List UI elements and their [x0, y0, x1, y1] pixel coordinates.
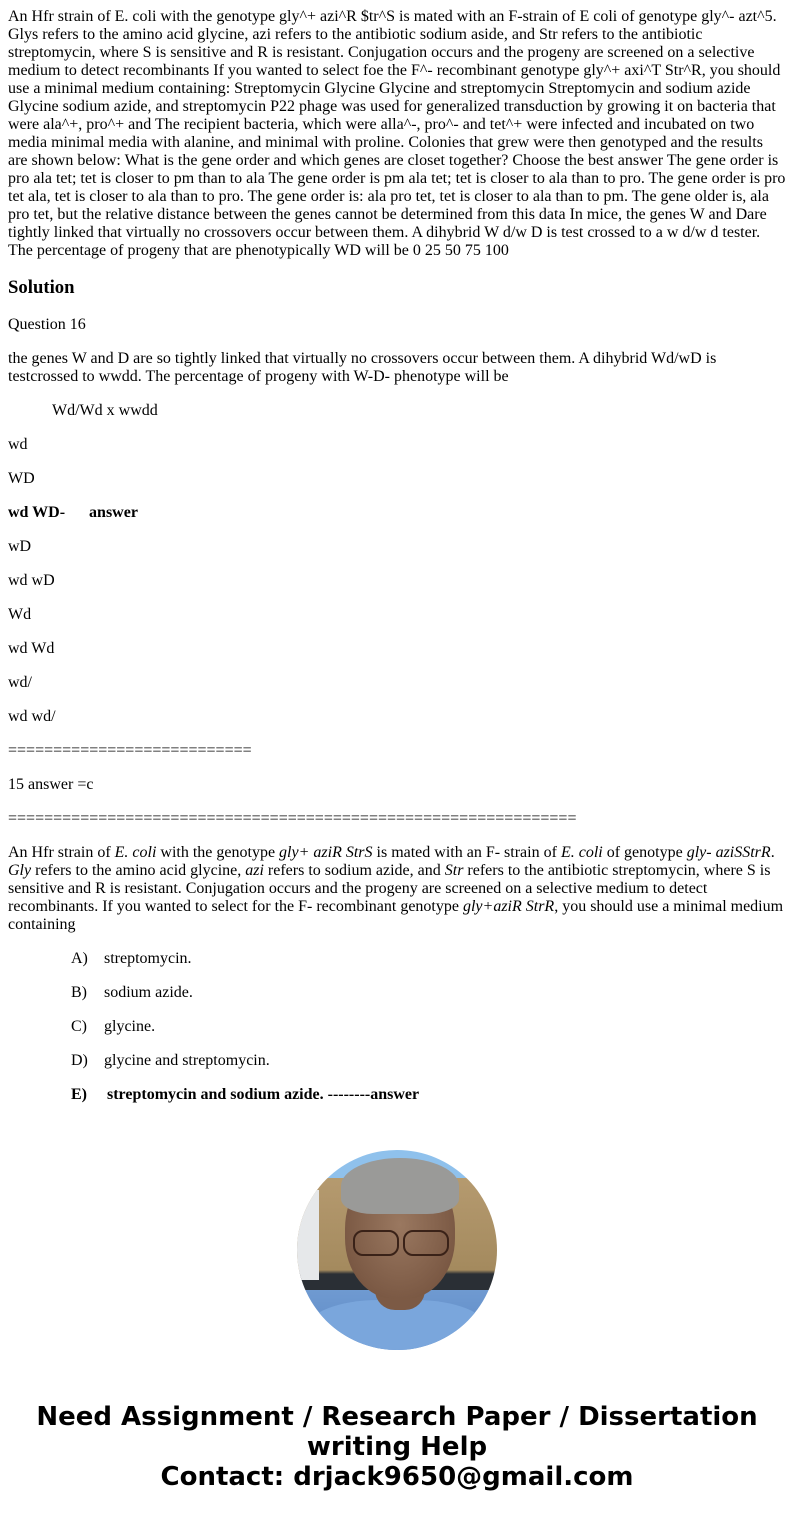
text-run: An Hfr strain of — [8, 844, 115, 861]
text-run: of genotype — [602, 844, 687, 861]
question-text: An Hfr strain of E. coli with the genotype gly^+ azi^R $tr^S is mated with an F-strain of E coli of genotype gly^- azt^5. Glys refers to the amino acid glycine, azi refers to the antibiotic sodium aside, and Str refers to the antibiotic streptomycin, where S is sensitive and R is resistant. Conjugation occurs and the progeny are screened on a selective medium to detect recombinants If you wanted to select foe the F^- recombinant genotype gly^+ axi^T Str^R, you should use a minimal medium containing: Streptomycin Glycine Glycine and streptomycin Streptomycin and sodium azide Glycine sodium azide, and streptomycin P22 phage was used for generalized transduction by growing it on bacteria that were ala^+, pro^+ and The recipient bacteria, which were alla^-, pro^- and tet^+ were infected and incubated on two media minimal media with alanine, and minimal with proline. Colonies that grew were then genotyped and the results are shown below: What is the gene order and which genes are closet together? Choose the best answer The gene order is pro ala tet; tet is closer to pm than to ala The gene order is pm ala tet; tet is closer to ala than to pro. The gene order is pro tet ala, tet is closer to ala than to pro. The gene order is: ala pro tet, tet is closer to ala than to pm. The gene older is, ala pro tet, but the relative distance between the genes cannot be determined from this data In mice, the genes W and Dare tightly linked that virtually no crossovers occur between them. A dihybrid W d/w D is test crossed to a w d/w d tester. The percentage of progeny that are phenotypically WD will be 0 25 50 75 100 — [8, 8, 786, 259]
option-a — [8, 950, 786, 968]
text-run: , you should use a minimal medium containing — [8, 898, 784, 933]
separator-short: =========================== — [8, 742, 252, 759]
author-photo-container — [8, 1150, 786, 1350]
option-label: A) — [71, 950, 88, 967]
cross-answer-label: answer — [89, 504, 138, 521]
text-run: refers to sodium azide, and — [263, 862, 445, 879]
option-b — [8, 984, 786, 1002]
option-text: streptomycin and sodium azide. --------answer — [107, 1086, 420, 1103]
promo-headline: Need Assignment / Research Paper / Dissertation writing Help — [36, 1402, 758, 1462]
promo-banner — [8, 1402, 786, 1492]
question-15-answer: 15 answer =c — [8, 776, 94, 793]
cross-line-5: wd wD — [8, 572, 55, 589]
cross-line-4: wD — [8, 538, 32, 555]
species-name: E. coli — [560, 844, 603, 861]
cross-line-6: Wd — [8, 606, 32, 623]
text-run: . — [770, 844, 775, 861]
option-text: glycine. — [104, 1018, 156, 1035]
separator-long: =============================================================== — [8, 810, 577, 827]
option-text: glycine and streptomycin. — [104, 1052, 270, 1069]
text-run: refers to the amino acid glycine, — [31, 862, 246, 879]
cross-line-7: wd Wd — [8, 640, 55, 657]
cross-answer-genotype: wd WD- — [8, 504, 66, 521]
option-text: streptomycin. — [104, 950, 192, 967]
question-16-label: Question 16 — [8, 316, 86, 333]
hfr-genotype: gly+ aziR StrS — [279, 844, 373, 861]
author-avatar — [297, 1150, 497, 1350]
cross-line-1: wd — [8, 436, 28, 453]
answer-options — [8, 950, 786, 1104]
option-label: C) — [71, 1018, 87, 1035]
option-e-correct — [8, 1086, 786, 1104]
gene-str: Str — [444, 862, 464, 879]
option-label: D) — [71, 1052, 88, 1069]
option-d — [8, 1052, 786, 1070]
text-run: is mated with an F- strain of — [372, 844, 561, 861]
recombinant-genotype: gly+aziR StrR — [462, 898, 555, 915]
cross-line-9: wd wd/ — [8, 708, 56, 725]
option-label: E) — [71, 1086, 87, 1103]
text-run: refers to the antibiotic streptomycin, where S is sensitive and R is resistant. Conjugation occurs and the progeny are screened on a selective medium to detect recombinants. If you wanted to select for the F- recombinant genotype — [8, 862, 771, 915]
solution-heading: Solution — [8, 277, 75, 298]
cross-notation: Wd/Wd x wwdd — [52, 402, 158, 419]
question-15-text — [8, 844, 786, 934]
f-minus-genotype: gly- aziSStrR — [686, 844, 771, 861]
option-label: B) — [71, 984, 87, 1001]
option-c — [8, 1018, 786, 1036]
cross-answer-line — [8, 504, 786, 522]
cross-line-2: WD — [8, 470, 35, 487]
promo-contact: Contact: drjack9650@gmail.com — [160, 1462, 634, 1492]
species-name: E. coli — [114, 844, 157, 861]
cross-line-8: wd/ — [8, 674, 32, 691]
text-run: with the genotype — [156, 844, 280, 861]
gene-azi: azi — [245, 862, 264, 879]
gene-gly: Gly — [8, 862, 32, 879]
question-16-text: the genes W and D are so tightly linked that virtually no crossovers occur between them. A dihybrid Wd/wD is testcrossed to wwdd. The percentage of progeny with W-D- phenotype will be — [8, 350, 717, 385]
option-text: sodium azide. — [104, 984, 193, 1001]
